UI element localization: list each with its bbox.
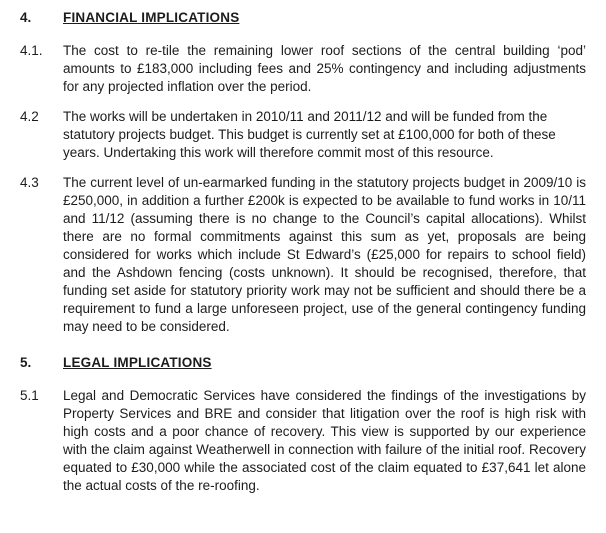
section-financial-heading-row [20,9,586,27]
paragraph-4-1 [20,42,586,96]
paragraph-4-2 [20,108,586,162]
paragraph-text: Legal and Democratic Services have considered the findings of the investigations by Property Services and BRE and consider that litigation over the roof is high risk with high costs and a poor chance of recovery. This view is supported by our experience with the claim against Weatherwell in connection with failure of the initial roof. Recovery equated to £30,000 while the associated cost of the claim equated to £37,641 let alone the actual costs of the re-roofing. [63,388,586,493]
paragraph-4-3 [20,174,586,336]
paragraph-text: The current level of un-earmarked funding in the statutory projects budget in 2009/10 is £250,000, in addition a further £200k is expected to be available to fund works in 10/11 and 11/12 (assuming there is no change to the Council’s capital allocations). Whilst there are no formal commitments against this sum as yet, proposals are being considered for works which include St Edward’s (£25,000 for repairs to school field) and the Ashdown fencing (costs unknown). It should be recognised, therefore, that funding set aside for statutory priority work may not be sufficient and should there be a requirement to fund a large unforeseen project, use of the general contingency funding may need to be considered. [63,175,586,334]
section-number: 4. [20,10,32,25]
paragraph-text: The works will be undertaken in 2010/11 and 2011/12 and will be funded from the statutory projects budget. This budget is currently set at £100,000 for both of these years. Undertaking this work will therefore commit most of this resource. [63,109,556,160]
paragraph-number: 4.2 [20,109,39,124]
paragraph-text: The cost to re-tile the remaining lower roof sections of the central building ‘pod’ amounts to £183,000 including fees and 25% contingency and including adjustments for any projected inflation over the period. [63,43,586,94]
section-number: 5. [20,355,32,370]
paragraph-number: 4.1. [20,43,43,58]
section-legal-heading-row [20,354,586,372]
paragraph-number: 4.3 [20,175,39,190]
section-heading: FINANCIAL IMPLICATIONS [63,10,240,25]
paragraph-5-1 [20,387,586,495]
paragraph-number: 5.1 [20,388,39,403]
section-heading: LEGAL IMPLICATIONS [63,355,212,370]
